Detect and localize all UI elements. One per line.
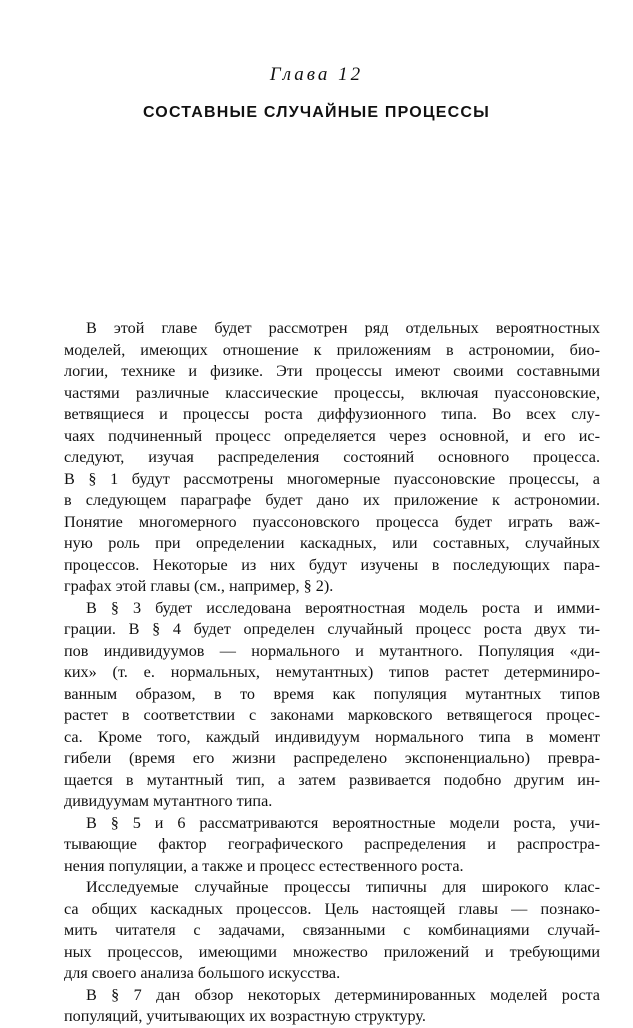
paragraph — [64, 985, 600, 1028]
text-line: ную роль при определении каскадных, или составных, случайных — [64, 534, 600, 552]
text-line: ветвящиеся и процессы роста диффузионного типа. Во всех слу- — [64, 405, 600, 423]
text-line: логии, технике и физике. Эти процессы имеют своими составными — [64, 362, 600, 380]
text-line: нения популяции, а также и процесс естественного роста. — [64, 856, 464, 875]
text-line: моделей, имеющих отношение к приложениям в астрономии, био- — [64, 340, 600, 359]
text-line: частями различные классические процессы, включая пуассоновские, — [64, 383, 600, 402]
text-line: в следующем параграфе будет дано их приложение к астрономии. — [64, 491, 600, 509]
text-line: дивидуумам мутантного типа. — [64, 792, 273, 810]
text-line: ких» (т. е. нормальных, немутантных) типов растет детерминиро- — [64, 663, 600, 681]
chapter-title: СОСТАВНЫЕ СЛУЧАЙНЫЕ ПРОЦЕССЫ — [142, 104, 491, 121]
text-line: са общих каскадных процессов. Цель настоящей главы — познако- — [64, 899, 600, 918]
text-line: ванным образом, в то время как популяция мутантных типов — [64, 684, 600, 703]
text-line: В § 5 и 6 рассматриваются вероятностные модели роста, учи- — [86, 813, 600, 832]
text-line: чаях подчиненный процесс определяется через основной, и его ис- — [64, 426, 600, 445]
paragraph — [64, 813, 600, 878]
text-line: грации. В § 4 будет определен случайный процесс роста двух ти- — [64, 620, 600, 638]
text-line: мить читателя с задачами, связанными с комбинациями случай- — [64, 921, 600, 939]
text-line: процессов. Некоторые из них будут изучены в последующих пара- — [64, 555, 600, 574]
text-line: Понятие многомерного пуассоновского процесса будет играть важ- — [64, 512, 600, 531]
text-line: графах этой главы (см., например, § 2). — [64, 577, 334, 595]
text-line: В § 1 будут рассмотрены многомерные пуассоновские процессы, а — [64, 469, 600, 488]
text-line: В этой главе будет рассмотрен ряд отдельных вероятностных — [86, 319, 600, 337]
text-line: гибели (время его жизни распределено экспоненциально) превра- — [64, 749, 600, 767]
text-line: растет в соответствии с законами марковского ветвящегося процес- — [64, 706, 600, 724]
paragraph — [64, 318, 600, 598]
chapter-intro-text — [64, 318, 600, 1028]
text-line: щается в мутантный тип, а затем развивается подобно другим ин- — [64, 770, 600, 789]
paragraph — [64, 877, 600, 985]
text-line: следуют, изучая распределения состояний основного процесса. — [64, 448, 600, 466]
text-line: ных процессов, имеющими множество приложений и требующими — [64, 942, 600, 961]
chapter-number: Глава 12 — [269, 64, 364, 85]
text-line: В § 7 дан обзор некоторых детерминированных моделей роста — [86, 985, 600, 1004]
text-line: Исследуемые случайные процессы типичны для широкого клас- — [86, 878, 600, 896]
text-line: пов индивидуумов — нормального и мутантного. Популяция «ди- — [64, 641, 600, 660]
text-line: са. Кроме того, каждый индивидуум нормального типа в момент — [64, 727, 600, 746]
text-line: тывающие фактор географического распределения и распростра- — [64, 835, 600, 853]
paragraph — [64, 598, 600, 813]
text-line: для своего анализа большого искусства. — [64, 964, 341, 982]
text-line: В § 3 будет исследована вероятностная модель роста и имми- — [86, 598, 600, 617]
text-line: популяций, учитывающих их возрастную структуру. — [64, 1007, 426, 1025]
